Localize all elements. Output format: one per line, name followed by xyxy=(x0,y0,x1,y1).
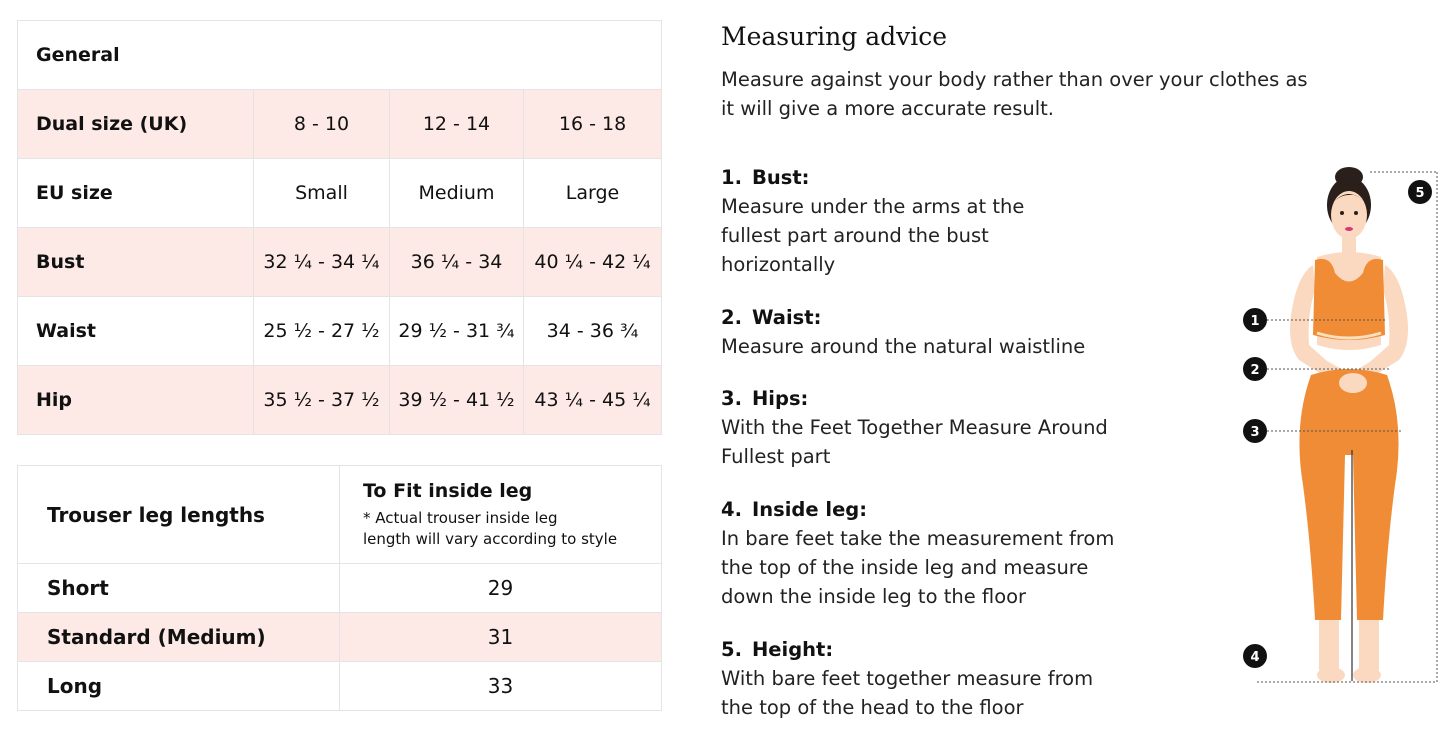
item-heading: Hips: xyxy=(751,387,809,410)
cell: Medium xyxy=(390,159,524,228)
cell: 36 ¼ - 34 xyxy=(390,228,524,297)
table-row xyxy=(18,159,662,228)
table-row xyxy=(18,228,662,297)
fit-note-line2: length will vary according to style xyxy=(363,529,618,548)
item-line: down the inside leg to the floor xyxy=(721,585,1027,608)
cell: 31 xyxy=(340,613,662,662)
marker-2 xyxy=(1243,357,1267,381)
item-number: 1. xyxy=(721,166,742,189)
table-row xyxy=(18,662,662,711)
svg-text:5: 5 xyxy=(1415,186,1425,201)
row-label-dual-size: Dual size (UK) xyxy=(18,90,254,159)
row-label-standard: Standard (Medium) xyxy=(18,613,340,662)
svg-text:4: 4 xyxy=(1250,650,1260,665)
item-heading: Inside leg: xyxy=(751,498,868,521)
table-row xyxy=(18,297,662,366)
item-heading: Height: xyxy=(751,638,834,661)
advice-item-inside-leg xyxy=(721,495,1141,611)
cell: 29 xyxy=(340,564,662,613)
item-line: horizontally xyxy=(721,253,836,276)
general-size-table xyxy=(17,20,662,435)
advice-item-bust xyxy=(721,163,1141,279)
cell: 39 ½ - 41 ½ xyxy=(390,366,524,435)
row-label-long: Long xyxy=(18,662,340,711)
row-label-waist: Waist xyxy=(18,297,254,366)
marker-3 xyxy=(1243,419,1267,443)
general-table-title: General xyxy=(18,21,662,90)
item-line: the top of the inside leg and measure xyxy=(721,556,1089,579)
row-label-eu-size: EU size xyxy=(18,159,254,228)
svg-text:3: 3 xyxy=(1250,425,1260,440)
item-line: With bare feet together measure from xyxy=(721,667,1094,690)
item-number: 2. xyxy=(721,306,742,329)
row-label-short: Short xyxy=(18,564,340,613)
cell: 16 - 18 xyxy=(524,90,662,159)
cell: 33 xyxy=(340,662,662,711)
fit-title: To Fit inside leg xyxy=(363,479,533,502)
item-line: Measure under the arms at the xyxy=(721,195,1025,218)
table-row xyxy=(18,564,662,613)
item-number: 3. xyxy=(721,387,742,410)
advice-title: Measuring advice xyxy=(721,22,948,51)
item-line: Fullest part xyxy=(721,445,831,468)
trouser-leg-table xyxy=(17,465,662,711)
cell: 32 ¼ - 34 ¼ xyxy=(254,228,390,297)
advice-item-hips xyxy=(721,384,1141,471)
cell: 12 - 14 xyxy=(390,90,524,159)
cell: 29 ½ - 31 ¾ xyxy=(390,297,524,366)
advice-intro xyxy=(721,65,1321,123)
cell: 34 - 36 ¾ xyxy=(524,297,662,366)
body-measurement-figure xyxy=(1235,165,1450,690)
table-row xyxy=(18,613,662,662)
cell: 43 ¼ - 45 ¼ xyxy=(524,366,662,435)
cell: Large xyxy=(524,159,662,228)
svg-text:2: 2 xyxy=(1250,363,1260,378)
item-line: the top of the head to the floor xyxy=(721,696,1024,719)
item-line: fullest part around the bust xyxy=(721,224,989,247)
table-row xyxy=(18,366,662,435)
advice-intro-line1: Measure against your body rather than over your clothes as xyxy=(721,68,1308,91)
fit-note-line1: * Actual trouser inside leg xyxy=(363,508,558,527)
marker-1 xyxy=(1243,308,1267,332)
item-line: With the Feet Together Measure Around xyxy=(721,416,1108,439)
cell: Small xyxy=(254,159,390,228)
row-label-hip: Hip xyxy=(18,366,254,435)
marker-5 xyxy=(1408,180,1432,204)
cell: 35 ½ - 37 ½ xyxy=(254,366,390,435)
cell: 25 ½ - 27 ½ xyxy=(254,297,390,366)
cell: 40 ¼ - 42 ¼ xyxy=(524,228,662,297)
item-number: 5. xyxy=(721,638,742,661)
trouser-table-value-header xyxy=(340,466,662,564)
advice-item-height xyxy=(721,635,1141,722)
cell: 8 - 10 xyxy=(254,90,390,159)
item-heading: Bust: xyxy=(751,166,810,189)
table-row xyxy=(18,90,662,159)
svg-text:1: 1 xyxy=(1250,314,1260,329)
advice-item-waist xyxy=(721,303,1141,361)
advice-intro-line2: it will give a more accurate result. xyxy=(721,97,1054,120)
trouser-table-label-header: Trouser leg lengths xyxy=(18,466,340,564)
row-label-bust: Bust xyxy=(18,228,254,297)
item-heading: Waist: xyxy=(751,306,822,329)
item-line: Measure around the natural waistline xyxy=(721,335,1086,358)
item-number: 4. xyxy=(721,498,742,521)
item-line: In bare feet take the measurement from xyxy=(721,527,1115,550)
marker-4 xyxy=(1243,644,1267,668)
